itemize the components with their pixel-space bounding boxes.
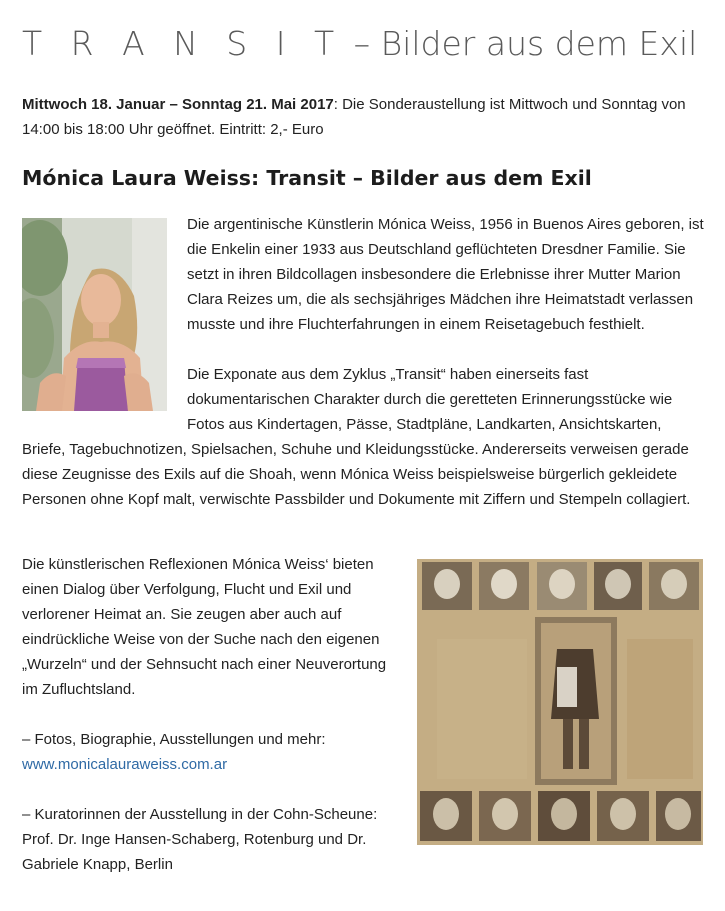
page-title	[22, 22, 697, 66]
artist-portrait-photo	[22, 218, 167, 411]
links-intro: – Fotos, Biographie, Ausstellungen und mehr:	[22, 731, 326, 748]
page-title-spaced: T R A N S I T	[22, 24, 344, 63]
article-paragraph-2: Die Exponate aus dem Zyklus „Transit“ haben einerseits fast dokumentarischen Charakter durch die geretteten Erinnerungsstücke wie Fotos aus Kindertagen, Pässe, Stadtpläne, Landkarten, Ansichtskarten, Briefe, Tagebuchnotizen, Spielsachen, Schuhe und Kleidungsstücke. Andererseits verweisen gerade diese Zeugnisse des Exils auf die Shoah, wenn Mónica Weiss beispielsweise bürgerlich gekleidete Personen ohne Kopf malt, verwischte Passbilder und Dokumente mit Ziffern und Stempeln collagiert.	[22, 366, 691, 508]
event-details: : Die Sonderaustellung ist Mittwoch und Sonntag von 14:00 bis 18:00 Uhr geöffnet. Eintritt: 2,- Euro	[22, 96, 686, 138]
article-body-top	[22, 212, 706, 512]
page-title-rest: – Bilder aus dem Exil	[343, 24, 698, 63]
artist-website-link[interactable]: www.monicalauraweiss.com.ar	[22, 756, 228, 773]
event-dates: Mittwoch 18. Januar – Sonntag 21. Mai 2017	[22, 96, 334, 113]
event-info	[22, 92, 707, 142]
article-heading: Mónica Laura Weiss: Transit – Bilder aus dem Exil	[22, 166, 592, 190]
article-paragraph-3: Die künstlerischen Reflexionen Mónica Weiss‘ bieten einen Dialog über Verfolgung, Flucht und Exil und verlorener Heimat an. Sie zeugen aber auch auf eindrückliche Weise von der Suche nach den eigenen „Wurzeln“ und der Sehnsucht nach einer Neuverortung im Zufluchtsland.	[22, 556, 387, 698]
article-paragraph-1: Die argentinische Künstlerin Mónica Weiss, 1956 in Buenos Aires geboren, ist die Enkelin einer 1933 aus Deutschland geflüchteten Dresdner Familie. Sie setzt in ihren Bildcollagen insbesondere die Erlebnisse ihrer Mutter Marion Clara Reizes um, die als sechsjähriges Mädchen ihre Heimatstadt verlassen musste und ihre Fluchterfahrungen in einem Reisetagebuch festhielt.	[187, 216, 704, 333]
artwork-collage-image	[417, 559, 703, 845]
article-body-bottom	[22, 552, 402, 902]
curators-paragraph: – Kuratorinnen der Ausstellung in der Cohn-Scheune: Prof. Dr. Inge Hansen-Schaberg, Rotenburg und Dr. Gabriele Knapp, Berlin	[22, 806, 378, 873]
links-block	[22, 727, 402, 777]
